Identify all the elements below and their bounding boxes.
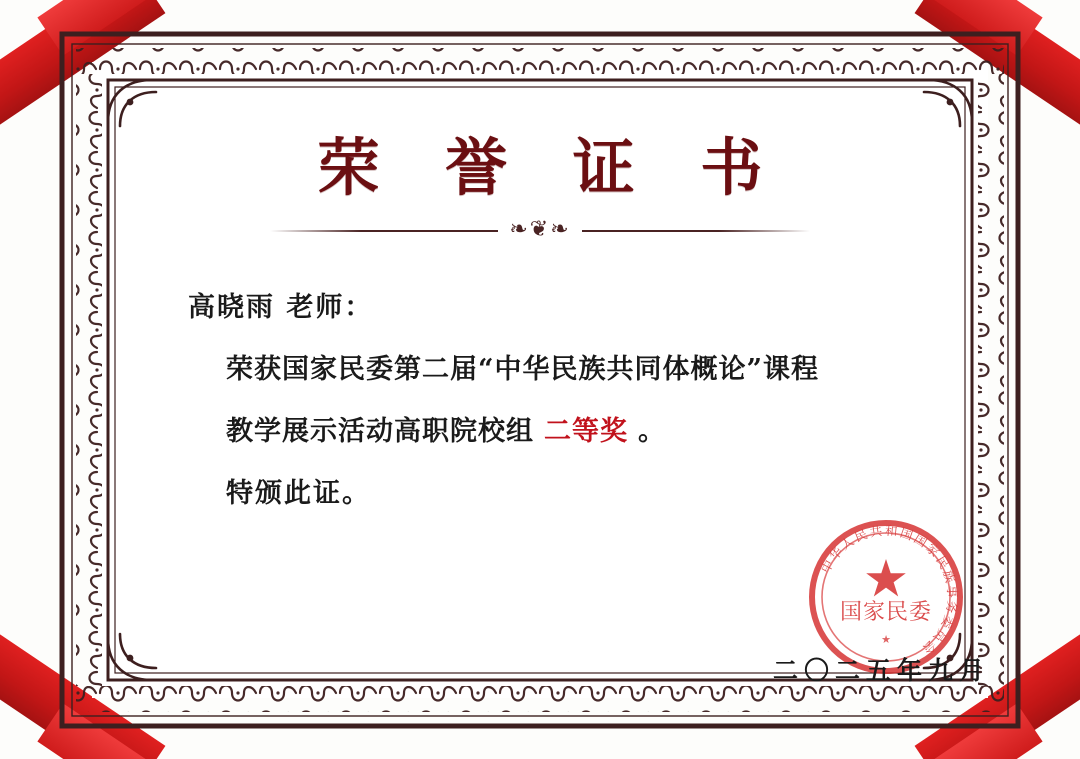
title-divider [270,217,810,243]
body-line-1: 荣获国家民委第二届“中华民族共同体概论”课程 [226,354,820,385]
svg-text:中华人民共和国国家民族事务委员会: 中华人民共和国国家民族事务委员会 [817,522,961,659]
svg-text:★: ★ [881,633,891,646]
page-title: 荣 誉 证 书 [317,131,785,204]
body-line-2 [172,401,908,463]
award-level: 二等奖 [544,416,628,447]
divider-ornament-icon: ❧❦❧ [509,217,571,242]
seal-and-date [694,523,994,693]
body-line-2-prefix: 教学展示活动高职院校组 [226,416,534,447]
closing-line: 特颁此证。 [226,478,371,509]
divider-rule-left [270,230,498,232]
divider-rule-right [582,230,810,232]
issue-date: 二〇二五年九月 [772,656,990,685]
svg-text:国家民委: 国家民委 [839,600,933,625]
recipient-name: 高晓雨 老师： [188,292,374,323]
body-line-2-suffix: 。 [638,416,666,447]
certificate-body [100,277,980,525]
